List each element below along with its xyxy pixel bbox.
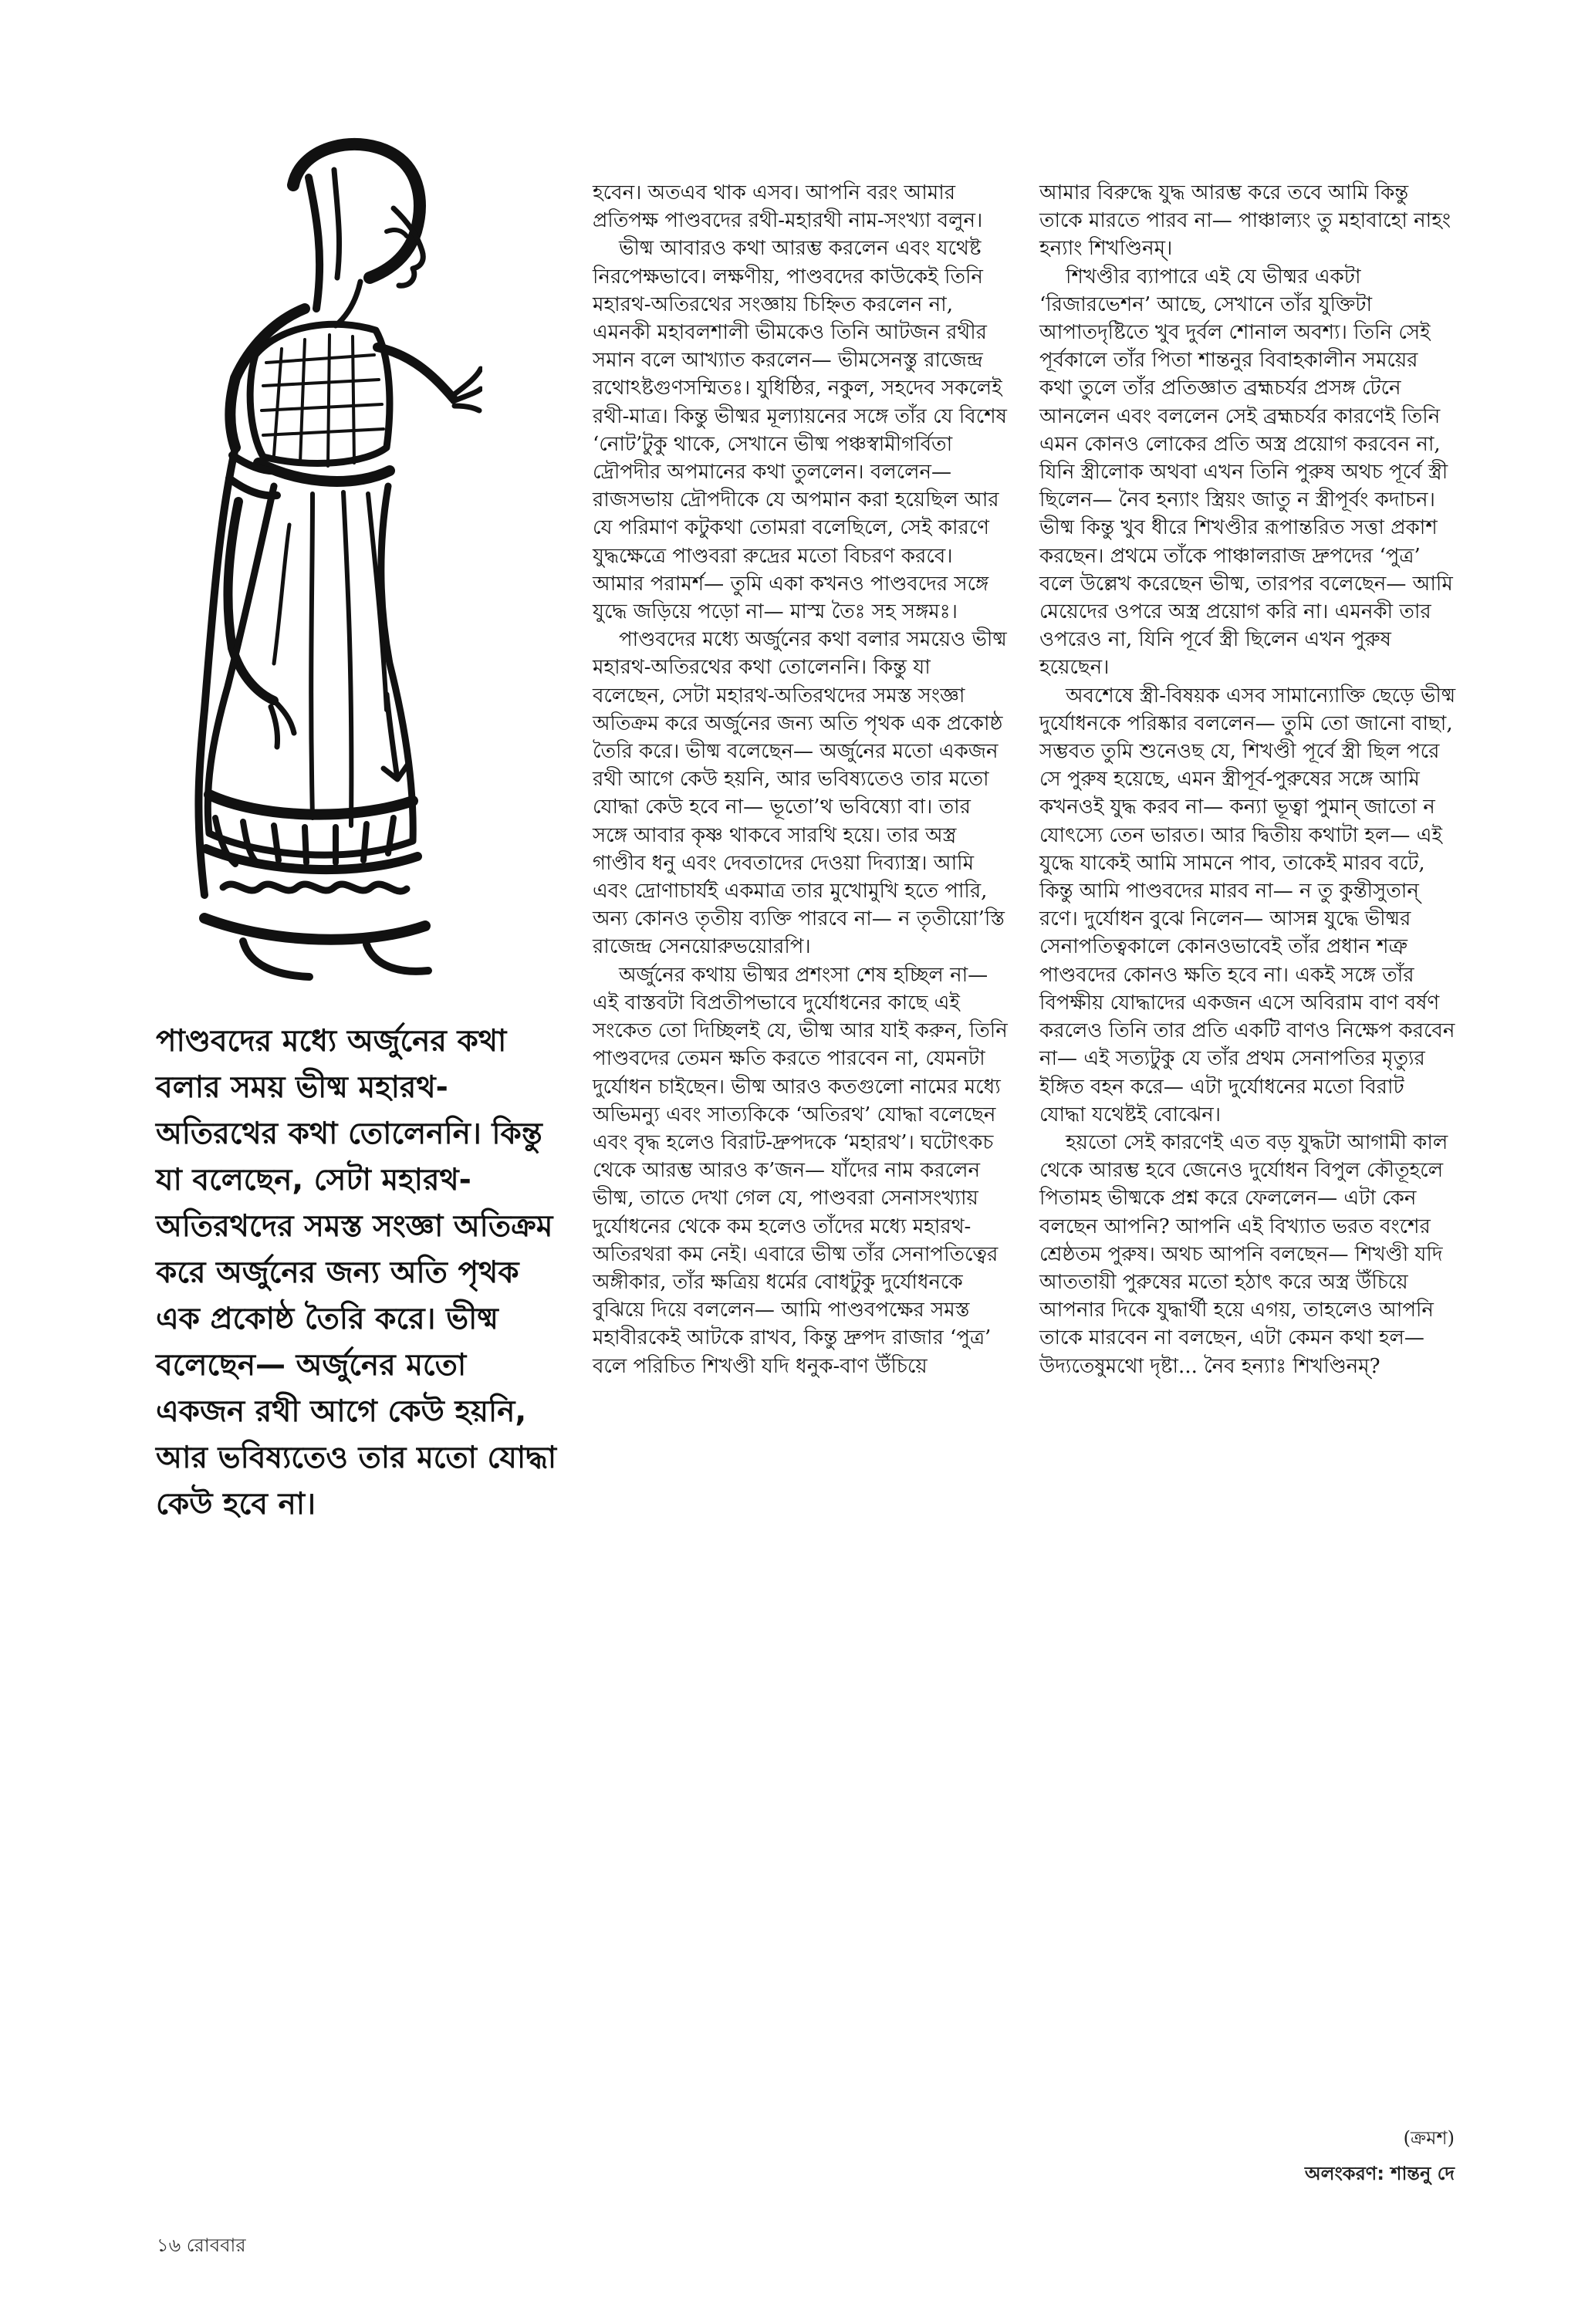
paragraph: আমার বিরুদ্ধে যুদ্ধ আরম্ভ করে তবে আমি কিন্তু তাকে মারতে পারব না— পাঞ্চাল্যং তু মহাবাহো নাহং হন্যাং শিখণ্ডিনম্। [1039, 181, 1451, 261]
paragraph: হয়তো সেই কারণেই এত বড় যুদ্ধটা আগামী কাল থেকে আরম্ভ হবে জেনেও দুর্যোধন বিপুল কৌতূহলে পিতামহ ভীষ্মকে প্রশ্ন করে ফেললেন— এটা কেন বলছেন আপনি? আপনি এই বিখ্যাত ভরত বংশের শ্রেষ্ঠতম পুরুষ। অথচ আপনি বলছেন— শিখণ্ডী যদি আততায়ী পুরুষের মতো হঠাৎ করে অস্ত্র উঁচিয়ে আপনার দিকে যুদ্ধার্থী হয়ে এগয়, তাহলেও আপনি তাকে মারবেন না বলছেন, এটা কেমন কথা হল— উদ্যতেষুমথো দৃষ্টা... নৈব হন্যাঃ শিখণ্ডিনম্? [1039, 1130, 1448, 1378]
illustration-credit: অলংকরণ: শান্তনু দে [1304, 2163, 1455, 2184]
paragraph: হবেন। অতএব থাক এসব। আপনি বরং আমার প্রতিপক্ষ পাণ্ডবদের রথী-মহারথী নাম-সংখ্যা বলুন। [593, 181, 983, 233]
woman-illustration [158, 123, 482, 999]
paragraph: অর্জুনের কথায় ভীষ্মর প্রশংসা শেষ হচ্ছিল না— এই বাস্তবটা বিপ্রতীপভাবে দুর্যোধনের কাছে এই সংকেত তো দিচ্ছিলই যে, ভীষ্ম আর যাই করুন, তিনি পাণ্ডবদের তেমন ক্ষতি করতে পারবেন না, যেমনটা দুর্যোধন চাইছেন। ভীষ্ম আরও কতগুলো নামের মধ্যে অভিমন্যু এবং সাত্যকিকে ‘অতিরথ’ যোদ্ধা বলেছেন এবং বৃদ্ধ হলেও বিরাট-দ্রুপদকে ‘মহারথ’। ঘটোৎকচ থেকে আরম্ভ আরও ক’জন— যাঁদের নাম করলেন ভীষ্ম, তাতে দেখা গেল যে, পাণ্ডবরা সেনাসংখ্যায় দুর্যোধনের থেকে কম হলেও তাঁদের মধ্যে মহারথ-অতিরথরা কম নেই। এবারে ভীষ্ম তাঁর সেনাপতিত্বের অঙ্গীকার, তাঁর ক্ষত্রিয় ধর্মের বোধটুকু দুর্যোধনকে বুঝিয়ে দিয়ে বললেন— আমি পাণ্ডবপক্ষের সমস্ত মহাবীরকেই আটকে রাখব, কিন্তু দ্রুপদ রাজার ‘পুত্র’ বলে পরিচিত শিখণ্ডী যদি ধনুক-বাণ উঁচিয়ে [593, 963, 1008, 1378]
article-column-2 [593, 179, 1009, 1380]
paragraph: ভীষ্ম আবারও কথা আরম্ভ করলেন এবং যথেষ্ট নিরপেক্ষভাবে। লক্ষণীয়, পাণ্ডবদের কাউকেই তিনি মহারথ-অতিরথের সংজ্ঞায় চিহ্নিত করলেন না, এমনকী মহাবলশালী ভীমকেও তিনি আটজন রথীর সমান বলে আখ্যাত করলেন— ভীমসেনস্তু রাজেন্দ্র রথোঽষ্টগুণসম্মিতঃ। যুধিষ্ঠির, নকুল, সহদেব সকলেই রথী-মাত্র। কিন্তু ভীষ্মর মূল্যায়নের সঙ্গে তাঁর যে বিশেষ ‘নোট’টুকু থাকে, সেখানে ভীষ্ম পঞ্চস্বামীগর্বিতা দ্রৌপদীর অপমানের কথা তুললেন। বললেন— রাজসভায় দ্রৌপদীকে যে অপমান করা হয়েছিল আর যে পরিমাণ কটুকথা তোমরা বলেছিলে, সেই কারণে যুদ্ধক্ষেত্রে পাণ্ডবরা রুদ্রের মতো বিচরণ করবে। আমার পরামর্শ— তুমি একা কখনও পাণ্ডবদের সঙ্গে যুদ্ধে জড়িয়ে পড়ো না— মাস্ম তৈঃ সহ সঙ্গমঃ। [593, 237, 1007, 624]
pull-quote [156, 1018, 557, 1528]
paragraph: পাণ্ডবদের মধ্যে অর্জুনের কথা বলার সময়েও ভীষ্ম মহারথ-অতিরথের কথা তোলেননি। কিন্তু যা বলেছেন, সেটা মহারথ-অতিরথদের সমস্ত সংজ্ঞা অতিক্রম করে অর্জুনের জন্য অতি পৃথক এক প্রকোষ্ঠ তৈরি করে। ভীষ্ম বলেছেন— অর্জুনের মতো একজন রথী আগে কেউ হয়নি, আর ভবিষ্যতেও তার মতো যোদ্ধা কেউ হবে না— ভূতো’থ ভবিষ্যো বা। তার সঙ্গে আবার কৃষ্ণ থাকবে সারথি হয়ে। তার অস্ত্র গাণ্ডীব ধনু এবং দেবতাদের দেওয়া দিব্যাস্ত্র। আমি এবং দ্রোণাচার্যই একমাত্র তার মুখোমুখি হতে পারি, অন্য কোনও তৃতীয় ব্যক্তি পারবে না— ন তৃতীয়ো’স্তি রাজেন্দ্র সেনয়োরুভয়োরপি। [593, 628, 1007, 959]
paragraph: শিখণ্ডীর ব্যাপারে এই যে ভীষ্মর একটা ‘রিজারভেশন’ আছে, সেখানে তাঁর যুক্তিটা আপাতদৃষ্টিতে খুব দুর্বল শোনাল অবশ্য। তিনি সেই পূর্বকালে তাঁর পিতা শান্তনুর বিবাহকালীন সময়ের কথা তুলে তাঁর প্রতিজ্ঞাত ব্রহ্মচর্যর প্রসঙ্গ টেনে আনলেন এবং বললেন সেই ব্রহ্মচর্যর কারণেই তিনি এমন কোনও লোকের প্রতি অস্ত্র প্রয়োগ করবেন না, যিনি স্ত্রীলোক অথবা এখন তিনি পুরুষ অথচ পূর্বে স্ত্রী ছিলেন— নৈব হন্যাং স্ত্রিয়ং জাতু ন স্ত্রীপূর্বং কদাচন। ভীষ্ম কিন্তু খুব ধীরে শিখণ্ডীর রূপান্তরিত সত্তা প্রকাশ করছেন। প্রথমে তাঁকে পাঞ্চালরাজ দ্রুপদের ‘পুত্র’ বলে উল্লেখ করেছেন ভীষ্ম, তারপর বলেছেন— আমি মেয়েদের ওপরে অস্ত্র প্রয়োগ করি না। এমনকী তার ওপরেও না, যিনি পূর্বে স্ত্রী ছিলেন এখন পুরুষ হয়েছেন। [1039, 265, 1453, 680]
pull-quote-text: পাণ্ডবদের মধ্যে অর্জুনের কথা বলার সময় ভীষ্ম মহারথ-অতিরথের কথা তোলেননি। কিন্তু যা বলেছেন, সেটা মহারথ-অতিরথদের সমস্ত সংজ্ঞা অতিক্রম করে অর্জুনের জন্য অতি পৃথক এক প্রকোষ্ঠ তৈরি করে। ভীষ্ম বলেছেন— অর্জুনের মতো একজন রথী আগে কেউ হয়নি, আর ভবিষ্যতেও তার মতো যোদ্ধা কেউ হবে না। [156, 1024, 557, 1522]
page-folio: ১৬ রোববার [157, 2234, 246, 2256]
paragraph: অবশেষে স্ত্রী-বিষয়ক এসব সামান্যোক্তি ছেড়ে ভীষ্ম দুর্যোধনকে পরিষ্কার বললেন— তুমি তো জানো বাছা, সম্ভবত তুমি শুনেওছ যে, শিখণ্ডী পূর্বে স্ত্রী ছিল পরে সে পুরুষ হয়েছে, এমন স্ত্রীপূর্ব-পুরুষের সঙ্গে আমি কখনওই যুদ্ধ করব না— কন্যা ভূত্বা পুমান্ জাতো ন যোৎস্যে তেন ভারত। আর দ্বিতীয় কথাটা হল— এই যুদ্ধে যাকেই আমি সামনে পাব, তাকেই মারব বটে, কিন্তু আমি পাণ্ডবদের মারব না— ন তু কুন্তীসুতান্ রণে। দুর্যোধন বুঝে নিলেন— আসন্ন যুদ্ধে ভীষ্মর সেনাপতিত্বকালে কোনওভাবেই তাঁর প্রধান শত্রু পাণ্ডবদের কোনও ক্ষতি হবে না। একই সঙ্গে তাঁর বিপক্ষীয় যোদ্ধাদের একজন এসে অবিরাম বাণ বর্ষণ করলেও তিনি তার প্রতি একটি বাণও নিক্ষেপ করবেন না— এই সত্যটুকু যে তাঁর প্রথম সেনাপতির মৃত্যুর ইঙ্গিত বহন করে— এটা দুর্যোধনের মতো বিরাট যোদ্ধা যথেষ্টই বোঝেন। [1039, 684, 1456, 1127]
series-note: (ক্রমশ) [1403, 2127, 1455, 2149]
article-column-3 [1039, 179, 1456, 1380]
